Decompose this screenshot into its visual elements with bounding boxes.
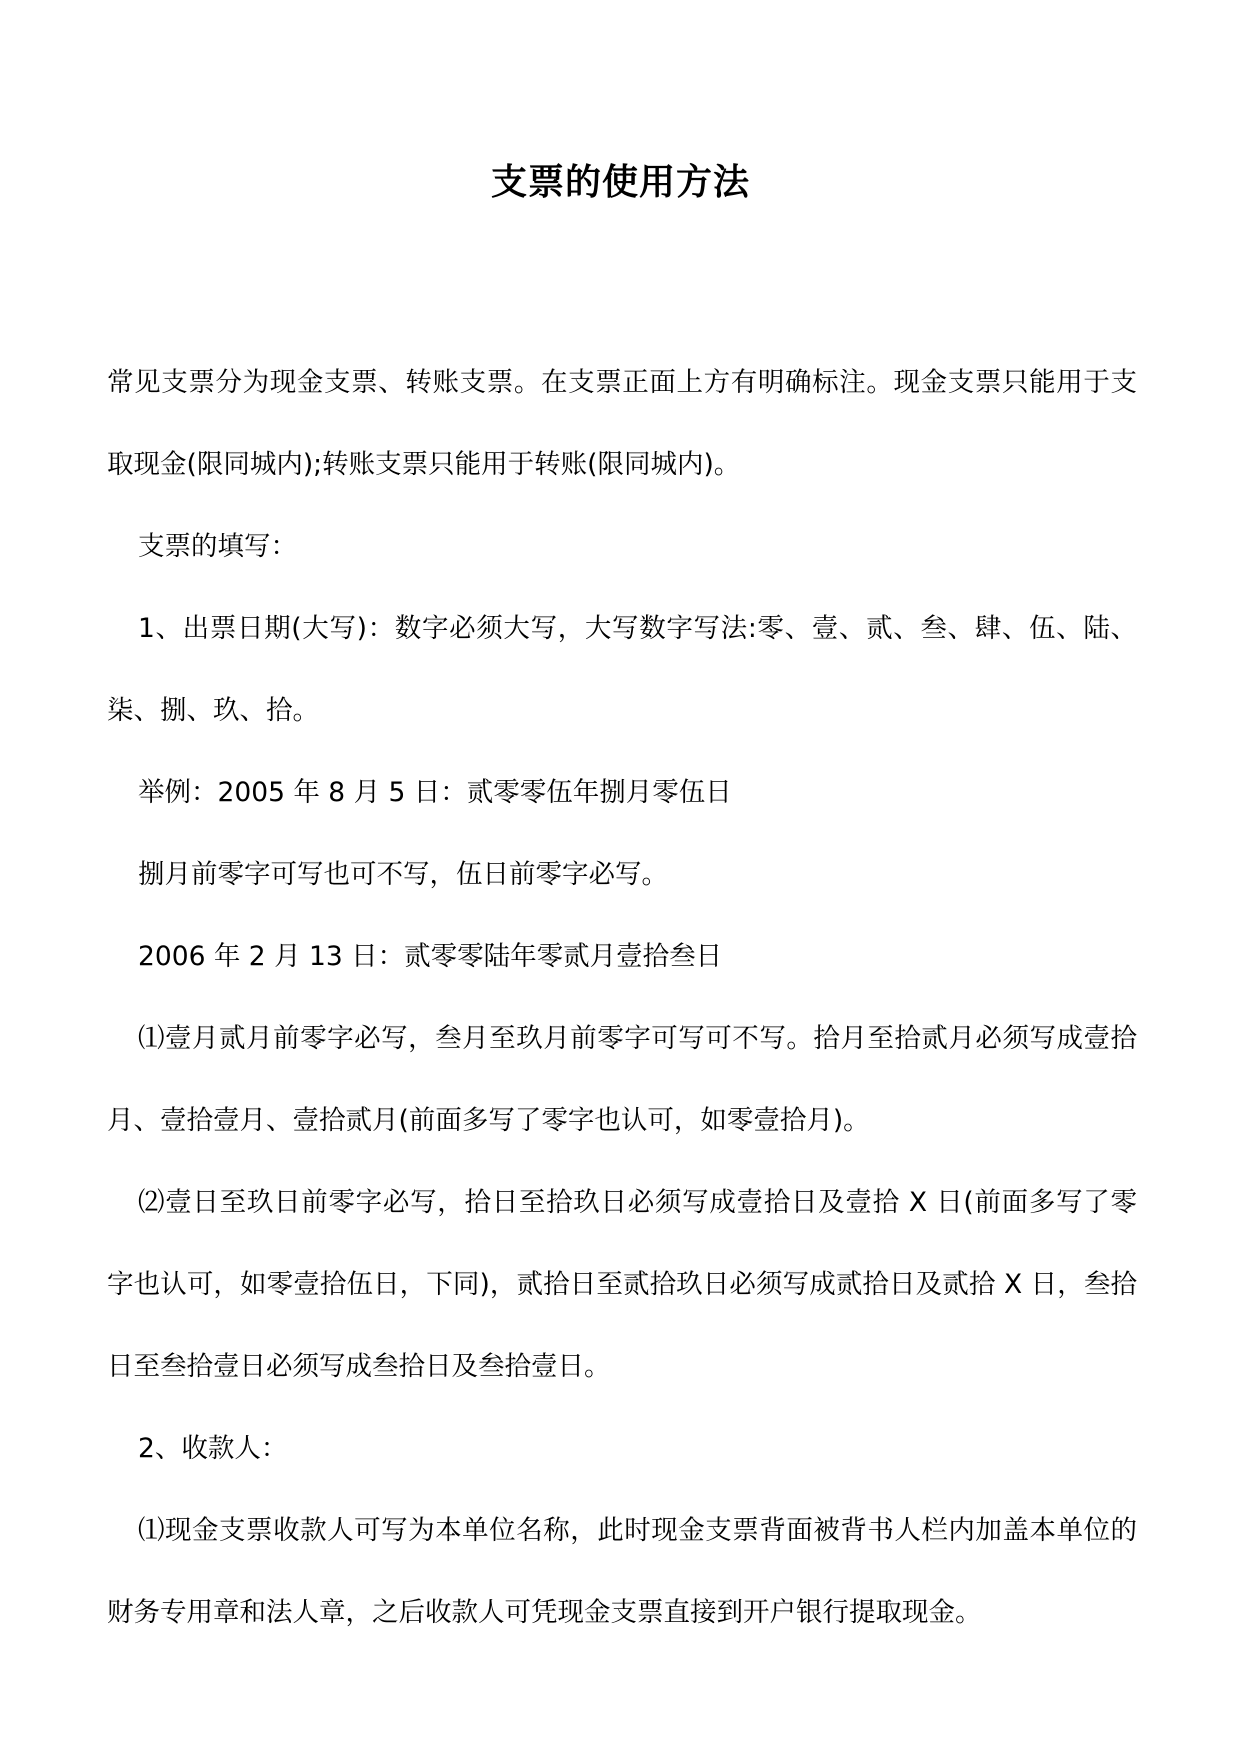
document-body — [107, 342, 1137, 1654]
paragraph-example-2006: 2006 年 2 月 13 日：贰零零陆年零贰月壹拾叁日 — [138, 941, 723, 972]
paragraph-example-note: 捌月前零字可写也可不写，伍日前零字必写。 — [138, 859, 668, 890]
paragraph-month-rule: ⑴壹月贰月前零字必写，叁月至玖月前零字可写可不写。拾月至拾贰月必须写成壹拾月、壹拾壹月、壹拾贰月(前面多写了零字也认可，如零壹拾月)。 — [107, 1023, 1137, 1136]
paragraph-day-rule: ⑵壹日至玖日前零字必写，拾日至拾玖日必须写成壹拾日及壹拾 X 日(前面多写了零字也认可，如零壹拾伍日，下同)，贰拾日至贰拾玖日必须写成贰拾日及贰拾 X 日，叁拾日至叁拾壹日必须写成叁拾日及叁拾壹日。 — [107, 1187, 1137, 1382]
document-title: 支票的使用方法 — [490, 161, 750, 203]
paragraph-issue-date: 1、出票日期(大写)：数字必须大写，大写数字写法:零、壹、贰、叁、肆、伍、陆、柒、捌、玖、拾。 — [107, 613, 1137, 726]
paragraph-example-2005: 举例：2005 年 8 月 5 日：贰零零伍年捌月零伍日 — [138, 777, 732, 808]
paragraph-filling-heading: 支票的填写： — [138, 531, 297, 562]
paragraph-cash-cheque-payee: ⑴现金支票收款人可写为本单位名称，此时现金支票背面被背书人栏内加盖本单位的财务专用章和法人章，之后收款人可凭现金支票直接到开户银行提取现金。 — [107, 1515, 1137, 1628]
paragraph-cheque-types: 常见支票分为现金支票、转账支票。在支票正面上方有明确标注。现金支票只能用于支取现金(限同城内);转账支票只能用于转账(限同城内)。 — [107, 367, 1137, 480]
paragraph-payee-heading: 2、收款人： — [138, 1433, 288, 1464]
